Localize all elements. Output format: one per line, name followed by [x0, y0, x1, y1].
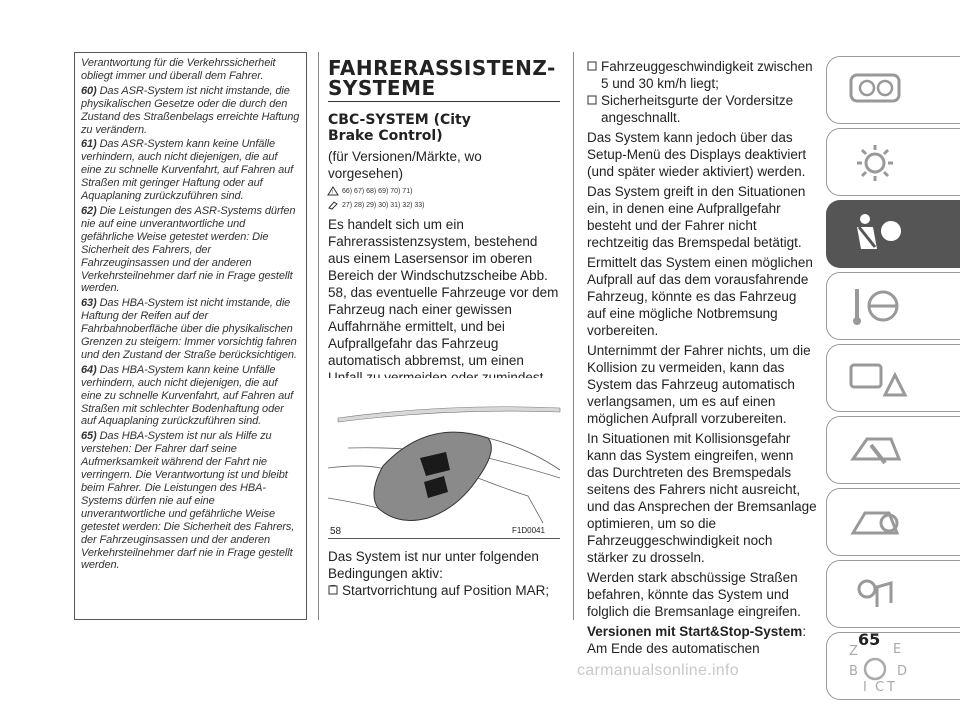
warning-paragraph: 64) Das HBA-System kann keine Unfälle verhindern, auch nicht diejenigen, die auf eine zu schnelle Kurvenfahrt, auf Fahren auf Straßen mit schlechter Bodenhaftung oder auf Aquaplaning zurückzuführen sind.: [81, 363, 294, 428]
subsection-title: CBC-SYSTEM (City Brake Control): [328, 112, 471, 144]
paragraph: Werden stark abschüssige Straßen befahren, könnte das System und folglich die Bremsanlage eingreifen.: [587, 570, 801, 619]
warning-box: [74, 52, 307, 620]
right-column: [587, 58, 817, 657]
chapter-tab-dashboard[interactable]: [826, 56, 960, 124]
warning-refs: ! 66) 67) 68) 69) 70) 71): [328, 184, 560, 198]
warning-ref-icon: [328, 187, 338, 195]
list-bullet-icon: [587, 95, 597, 105]
warning-paragraph: Verantwortung für die Verkehrssicherheit obliegt immer und überall dem Fahrer.: [81, 57, 276, 82]
lights-icon: [847, 137, 907, 187]
figure-number: 58: [330, 526, 342, 537]
page-number: 65: [858, 630, 881, 649]
index-icon: [847, 641, 947, 697]
paragraph: Ermittelt das System einen möglichen Aufprall auf das dem vorausfahrende Fahrzeug, könnte es das Fahrzeug auf eine mögliche Notbremsung vorbereiten.: [587, 255, 813, 338]
condition-item: Fahrzeuggeschwindigkeit zwischen 5 und 30 km/h liegt;: [587, 58, 817, 92]
paragraph: Das System greift in den Situationen ein, in denen eine Aufprallgefahr besteht und der Fahrer nicht rechtzeitig das Bremspedal betätigt.: [587, 184, 806, 250]
multimedia-icon: [847, 569, 907, 619]
chapter-tab-starting[interactable]: [826, 272, 960, 340]
column-divider: [573, 52, 574, 620]
chapter-tab-multimedia[interactable]: [826, 560, 960, 628]
warning-paragraph: 63) Das HBA-System ist nicht imstande, die Haftung der Reifen auf der Fahrbahnoberfläche über die physikalischen Grenzen zu steigern: Immer vorsichtig fahren und den Zustand der Straße berücksichtigen.: [81, 297, 297, 361]
warning-paragraph: 65) Das HBA-System ist nur als Hilfe zu verstehen: Der Fahrer darf seine Aufmerksamkeit während der Fahrt nie verringern. Die Verantwortung ist und bleibt beim Fahrer. Die Leistungen des HBA-Systems dürfen nie auf eine unverantwortliche und gefährliche Weise getestet werden: Die Sicherheit des Fahrers, der Fahrzeuginsassen und der anderen Verkehrsteilnehmer darf nie in Frage gestellt werden.: [81, 430, 295, 572]
section-title: FAHRERASSISTENZ- SYSTEME: [328, 56, 556, 100]
list-bullet-icon: [328, 585, 338, 595]
condition-item: Startvorrichtung auf Position MAR;: [328, 582, 560, 599]
title-rule: [328, 101, 560, 102]
chapter-tab-lights[interactable]: [826, 128, 960, 196]
paragraph: Das System kann jedoch über das Setup-Menü des Displays deaktiviert (und später wieder aktiviert) werden.: [587, 130, 807, 179]
paragraph: Unternimmt der Fahrer nichts, um die Kollision zu vermeiden, kann das System das Fahrzeug automatisch verlangsamen, um es auf einen möglichen Aufprall vorzubereiten.: [587, 343, 811, 426]
dashboard-icon: [847, 65, 907, 115]
watermark: carmanualsonline.info: [577, 662, 739, 679]
warning-triangle-icon: [847, 353, 907, 403]
middle-column-lower: [328, 548, 560, 599]
svg-text:I: I: [863, 680, 867, 695]
start-stop-heading: Versionen mit Start&Stop-System:: [587, 624, 807, 639]
svg-text:!: !: [332, 190, 334, 196]
conditions-intro: Das System ist nur unter folgenden Bedingungen aktiv:: [328, 549, 539, 581]
chapter-tab-maintenance[interactable]: [826, 488, 960, 556]
svg-text:D: D: [897, 664, 908, 679]
svg-text:B: B: [849, 664, 858, 679]
list-bullet-icon: [587, 61, 597, 71]
svg-text:T: T: [887, 680, 895, 695]
key-steering-icon: [847, 281, 907, 331]
chapter-sidebar: [826, 56, 960, 704]
figure-rule: [328, 538, 560, 539]
middle-column: [328, 58, 560, 403]
warning-paragraph: 60) Das ASR-System ist nicht imstande, die physikalischen Gesetze oder die durch den Zustand des Straßenbelags erreichte Haftung zu verändern.: [81, 84, 300, 136]
note-refs: 27) 28) 29) 30) 31) 32) 33): [328, 198, 560, 212]
warning-paragraph: 61) Das ASR-System kann keine Unfälle verhindern, auch nicht diejenigen, die auf eine zu schnelle Kurvenfahrt, auf Fahren auf Straßen mit geringer Haftung oder auf Aquaplaning zurückzuführen sind.: [81, 138, 294, 203]
svg-text:Z: Z: [849, 644, 858, 659]
note-ref-icon: [328, 201, 338, 209]
svg-text:C: C: [875, 680, 885, 695]
cbc-description: Es handelt sich um ein Fahrerassistenzsystem, bestehend aus einem Lasersensor im oberen Bereich der Windschutzscheibe Abb. 58, das eventuelle Fahrzeuge vor dem Fahrzeug nach einer gewissen Auffahrnähe ermittelt, und bei Aufprallgefahr das Fahrzeug automatisch abbremst, um einen: [328, 217, 559, 368]
paragraph: In Situationen mit Kollisionsgefahr kann das System eingreifen, wenn das Durchtreten des Bremspedals seitens des Fahrers nicht ausreicht, und das Ansprechen der Bremsanlage optimieren, um so die Fahrzeuggeschwindigkeit noch stärker zu drosseln.: [587, 431, 817, 565]
column-divider: [318, 52, 319, 620]
svg-text:E: E: [893, 642, 902, 657]
chapter-tab-index[interactable]: [826, 632, 960, 700]
warning-paragraph: 62) Die Leistungen des ASR-Systems dürfen nie auf eine unverantwortliche und gefährliche Weise getestet werden: Die Sicherheit des Fahrers, der Fahrzeuginsassen und der anderen Verkehrsteilnehmer darf nie in Frage gestellt werden.: [81, 204, 296, 295]
windshield-sensor-illustration: [328, 378, 560, 540]
seatbelt-airbag-icon: [847, 209, 907, 259]
chapter-tab-safety[interactable]: [826, 200, 960, 268]
wrench-car-icon: [847, 425, 907, 475]
chapter-tab-warnings[interactable]: [826, 344, 960, 412]
chapter-tab-emergency[interactable]: [826, 416, 960, 484]
condition-item: Sicherheitsgurte der Vordersitze angeschnallt.: [587, 92, 817, 126]
figure-code: F1D0041: [512, 526, 545, 535]
versions-note: (für Versionen/Märkte, wo vorgesehen): [328, 149, 482, 181]
service-icon: [847, 497, 907, 547]
windshield-sensor-figure: [328, 378, 560, 540]
paragraph: Am Ende des automatischen: [587, 641, 760, 656]
